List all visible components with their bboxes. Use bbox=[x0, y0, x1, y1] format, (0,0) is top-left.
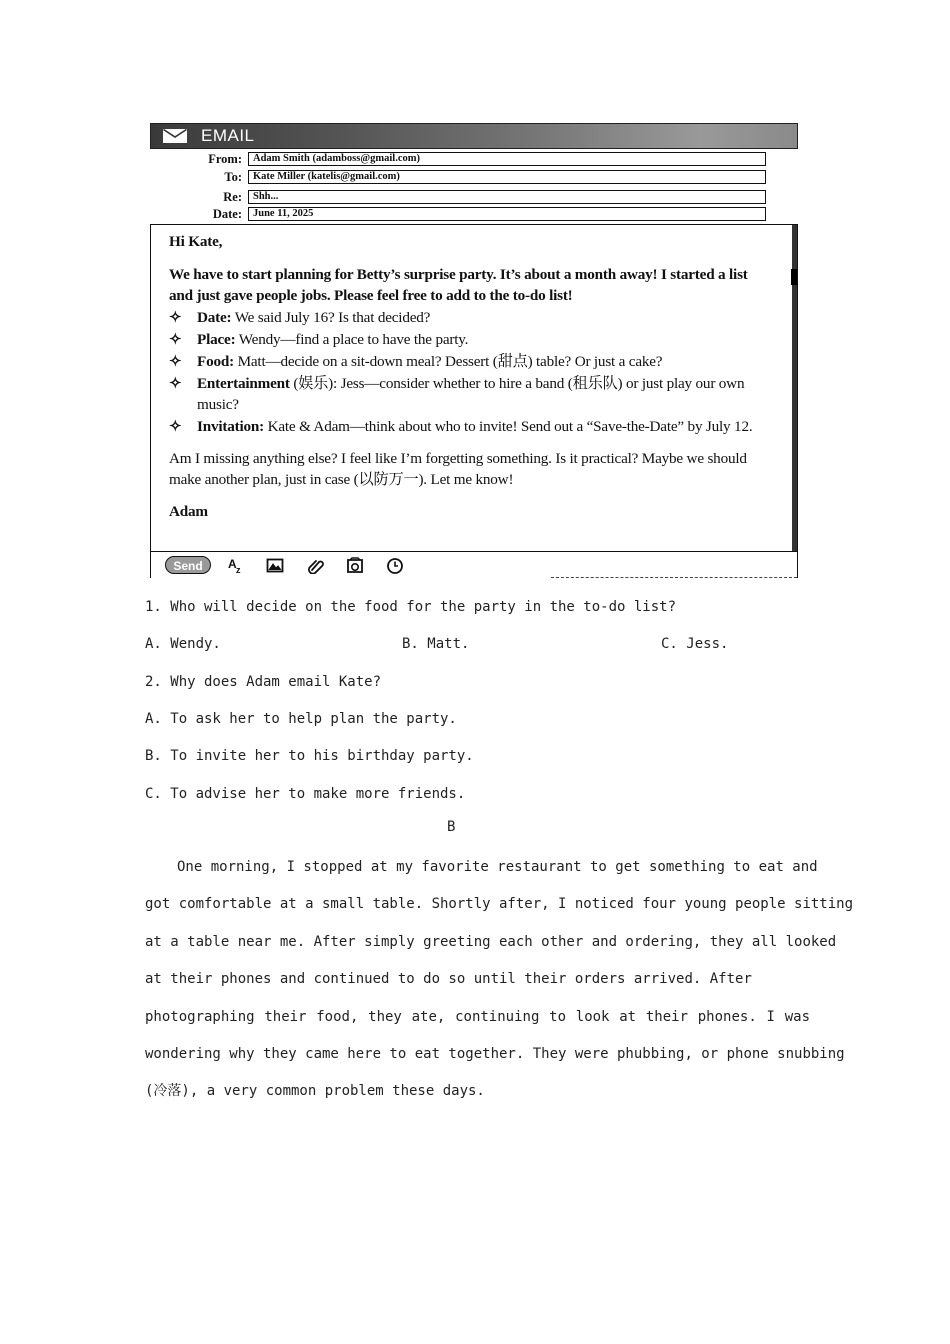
to-label: To: bbox=[224, 170, 242, 184]
question-1-options bbox=[145, 636, 765, 656]
todo-item: ✧ Entertainment (娱乐): Jess—consider whether to hire a band (租乐队) or just play our own music? bbox=[169, 375, 745, 413]
email-title: EMAIL bbox=[201, 126, 255, 145]
section-b-heading: B bbox=[447, 819, 456, 835]
toolbar-bottom-border bbox=[551, 577, 797, 578]
subject-field[interactable]: Shh... bbox=[248, 190, 766, 204]
passage-line: wondering why they came here to eat together. They were phubbing, or phone snubbing bbox=[145, 1046, 845, 1063]
star-bullet-icon: ✧ bbox=[169, 375, 182, 392]
question-1-option-b[interactable]: B. Matt. bbox=[402, 636, 470, 652]
star-bullet-icon: ✧ bbox=[169, 418, 182, 435]
todo-list bbox=[169, 307, 769, 437]
question-1-stem: 1. Who will decide on the food for the party in the to-do list? bbox=[145, 599, 677, 615]
text-format-icon[interactable] bbox=[227, 557, 245, 574]
from-field[interactable]: Adam Smith (adamboss@gmail.com) bbox=[248, 152, 766, 166]
email-window bbox=[150, 123, 798, 578]
todo-item: ✧ Date: We said July 16? Is that decided? bbox=[169, 309, 431, 326]
attachment-icon[interactable] bbox=[307, 557, 325, 574]
passage-line: One morning, I stopped at my favorite restaurant to get something to eat and bbox=[177, 859, 818, 875]
camera-icon[interactable] bbox=[346, 557, 364, 574]
date-label: Date: bbox=[212, 207, 242, 221]
svg-text:z: z bbox=[236, 565, 241, 574]
date-row bbox=[150, 207, 798, 222]
todo-item: ✧ Food: Matt—decide on a sit-down meal? Dessert (甜点) table? Or just a cake? bbox=[169, 353, 663, 370]
passage-line: (冷落), a very common problem these days. bbox=[145, 1083, 485, 1100]
question-2-option-b[interactable]: B. To invite her to his birthday party. bbox=[145, 748, 474, 764]
email-toolbar bbox=[150, 551, 798, 578]
email-greeting: Hi Kate, bbox=[169, 233, 223, 250]
passage-line: got comfortable at a small table. Shortly after, I noticed four young people sitting bbox=[145, 896, 854, 913]
star-bullet-icon: ✧ bbox=[169, 353, 182, 370]
date-field[interactable]: June 11, 2025 bbox=[248, 207, 766, 221]
question-2-option-c[interactable]: C. To advise her to make more friends. bbox=[145, 786, 466, 802]
star-bullet-icon: ✧ bbox=[169, 309, 182, 326]
from-label: From: bbox=[208, 152, 242, 166]
email-message bbox=[169, 231, 769, 522]
scrollbar-thumb[interactable] bbox=[791, 269, 797, 285]
clock-icon[interactable] bbox=[386, 557, 404, 574]
todo-item: ✧ Place: Wendy—find a place to have the party. bbox=[169, 331, 469, 348]
send-button[interactable]: Send bbox=[165, 556, 211, 574]
question-2-stem: 2. Why does Adam email Kate? bbox=[145, 674, 382, 690]
re-row bbox=[150, 190, 798, 205]
star-bullet-icon: ✧ bbox=[169, 331, 182, 348]
to-field[interactable]: Kate Miller (katelis@gmail.com) bbox=[248, 170, 766, 184]
passage-line: at a table near me. After simply greeting each other and ordering, they all looked bbox=[145, 933, 837, 950]
email-intro: We have to start planning for Betty’s surprise party. It’s about a month away! I started a list and just gave people jobs. Please feel free to add to the to-do list! bbox=[169, 266, 748, 304]
svg-text:A: A bbox=[228, 557, 237, 571]
reading-passage bbox=[145, 849, 854, 1111]
email-body[interactable] bbox=[150, 224, 798, 552]
image-icon[interactable] bbox=[266, 557, 284, 574]
to-row bbox=[150, 170, 798, 185]
email-closing: Am I missing anything else? I feel like I’m forgetting something. Is it practical? Maybe we should make another plan, just in case (以防万一). Let me know! bbox=[169, 450, 747, 488]
envelope-icon bbox=[163, 129, 187, 143]
email-signature: Adam bbox=[169, 503, 208, 520]
question-1-option-c[interactable]: C. Jess. bbox=[661, 636, 729, 652]
todo-item: ✧ Invitation: Kate & Adam—think about who to invite! Send out a “Save-the-Date” by July 12. bbox=[169, 418, 753, 435]
question-2-option-a[interactable]: A. To ask her to help plan the party. bbox=[145, 711, 457, 727]
re-label: Re: bbox=[223, 190, 242, 204]
passage-line: at their phones and continued to do so until their orders arrived. After bbox=[145, 971, 752, 988]
question-1-option-a[interactable]: A. Wendy. bbox=[145, 636, 221, 652]
passage-line: photographing their food, they ate, continuing to look at their phones. I was bbox=[145, 1008, 810, 1025]
from-row bbox=[150, 152, 798, 167]
email-title-bar bbox=[150, 123, 798, 149]
